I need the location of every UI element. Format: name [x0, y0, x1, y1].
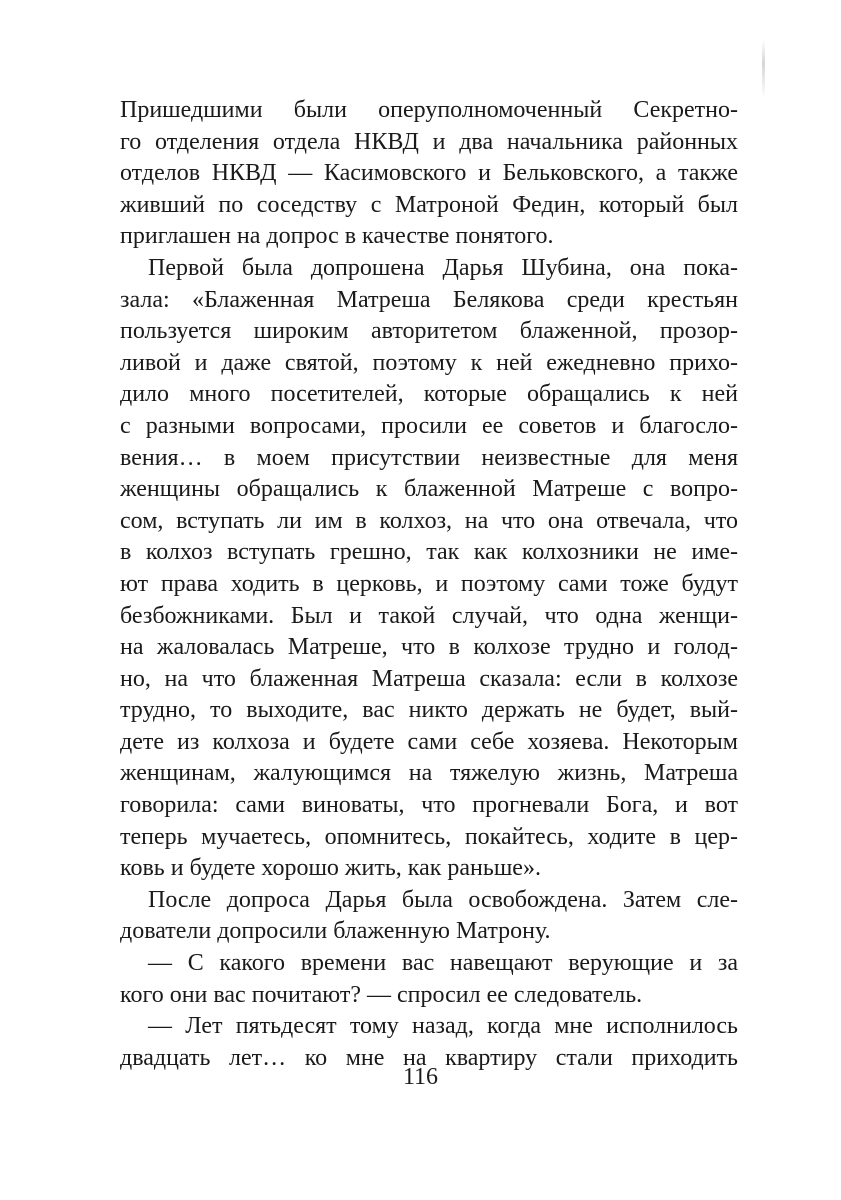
text-line: трудно, то выходите, вас никто держать не будет, вый-	[120, 697, 738, 724]
text-line: вения… в моем присутствии неизвестные для меня	[120, 444, 738, 471]
text-line: — Лет пятьдесят тому назад, когда мне исполнилось	[148, 1013, 738, 1040]
text-line: зала: «Блаженная Матреша Белякова среди крестьян	[120, 286, 738, 313]
text-line: ковь и будете хорошо жить, как раньше».	[120, 855, 541, 882]
text-line: — С какого времени вас навещают верующие и за	[148, 950, 738, 977]
text-line: го отделения отдела НКВД и два начальника районных	[120, 128, 738, 155]
text-line: дило много посетителей, которые обращались к ней	[120, 381, 738, 408]
text-line: живший по соседству с Матроной Федин, который был	[120, 191, 738, 218]
text-line: кого они вас почитают? — спросил ее следователь.	[120, 981, 643, 1008]
text-line: Пришедшими были оперуполномоченный Секретно-	[120, 97, 738, 123]
text-line: на жаловалась Матреше, что в колхозе трудно и голод-	[120, 634, 738, 661]
text-line: пользуется широким авторитетом блаженной, прозор-	[120, 318, 738, 345]
text-line: дователи допросили блаженную Матрону.	[120, 918, 551, 945]
text-line: женщинам, жалующимся на тяжелую жизнь, Матреша	[120, 760, 738, 787]
text-line: говорила: сами виноваты, что прогневали Бога, и вот	[120, 792, 738, 819]
text-line: с разными вопросами, просили ее советов и благосло-	[120, 412, 738, 439]
text-line: теперь мучаетесь, опомнитесь, покайтесь, ходите в цер-	[120, 823, 738, 850]
text-line: безбожниками. Был и такой случай, что одна женщи-	[120, 602, 738, 629]
text-line: в колхоз вступать грешно, так как колхозники не име-	[120, 539, 738, 566]
text-line: приглашен на допрос в качестве понятого.	[120, 223, 554, 250]
text-line: сом, вступать ли им в колхоз, на что она отвечала, что	[120, 507, 738, 534]
text-line: ливой и даже святой, поэтому к ней ежедневно прихо-	[120, 349, 738, 376]
page-number: 116	[402, 1064, 439, 1090]
text-line: После допроса Дарья была освобождена. Затем сле-	[148, 886, 738, 913]
text-line: но, на что блаженная Матреша сказала: если в колхозе	[120, 665, 738, 692]
text-line: ют права ходить в церковь, и поэтому сами тоже будут	[120, 570, 738, 597]
text-line: дете из колхоза и будете сами себе хозяева. Некоторым	[120, 728, 738, 755]
text-line: двадцать лет… ко мне на квартиру стали приходить	[120, 1044, 738, 1071]
body-text	[120, 95, 738, 1074]
text-line: женщины обращались к блаженной Матреше с вопро-	[120, 476, 738, 503]
text-line: Первой была допрошена Дарья Шубина, она пока-	[148, 254, 738, 281]
text-line: отделов НКВД — Касимовского и Бельковского, а также	[120, 160, 738, 187]
page-edge-shadow	[762, 40, 765, 98]
